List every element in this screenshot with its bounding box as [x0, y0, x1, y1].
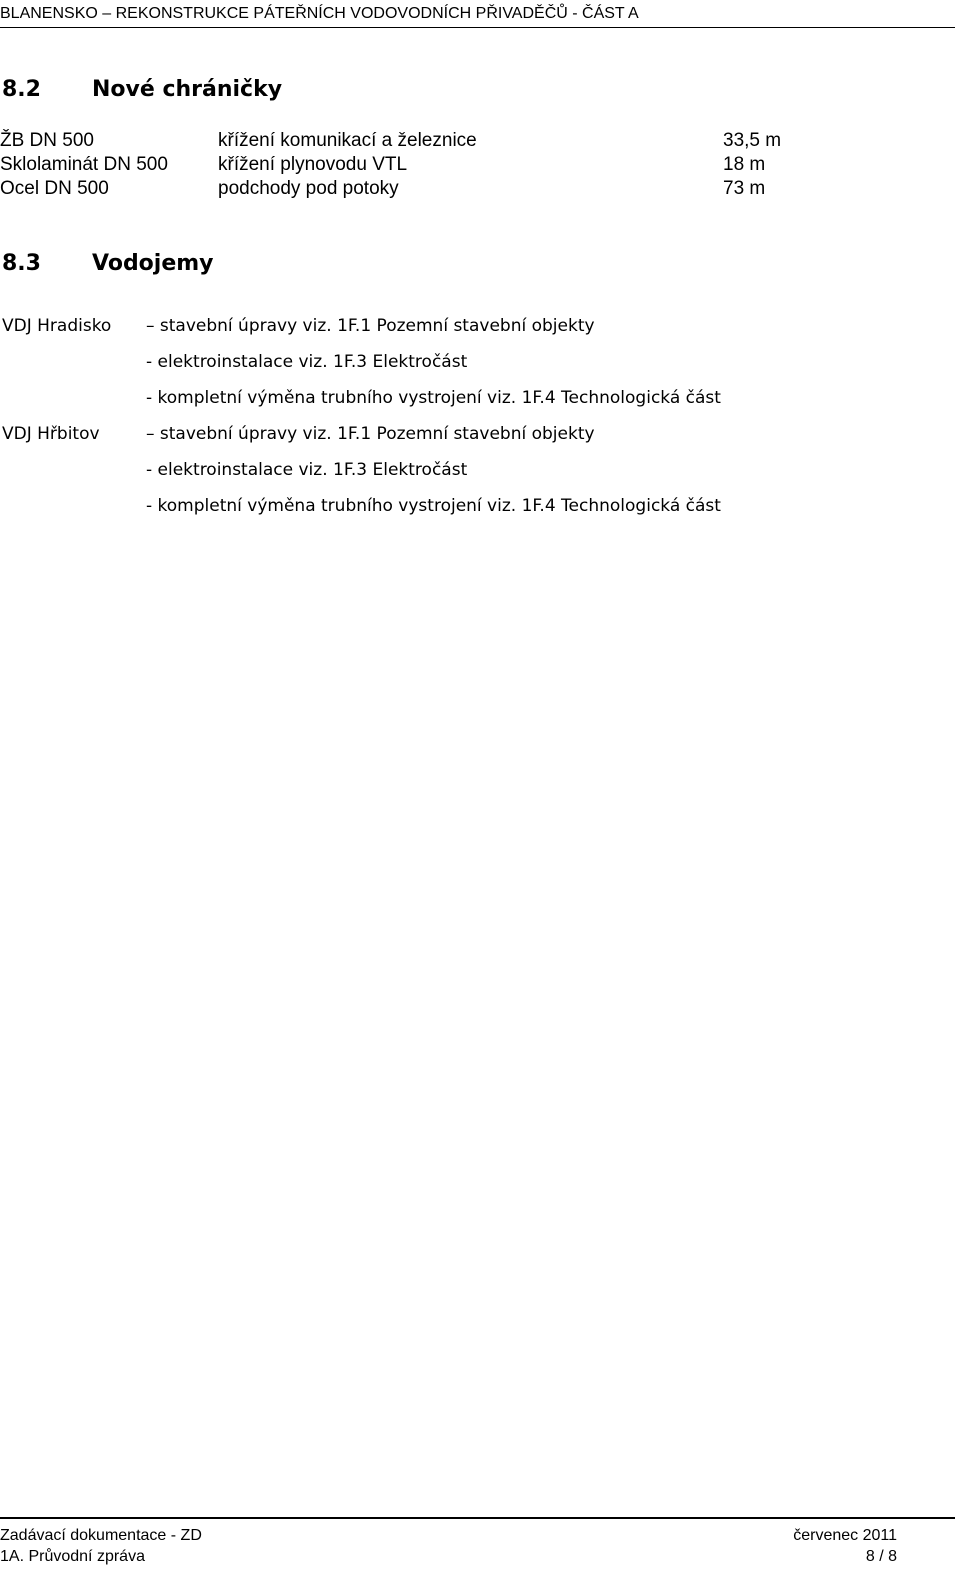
section-title: Nové chráničky — [92, 77, 283, 102]
reservoir-row — [0, 386, 955, 410]
reservoir-work-item: – stavební úpravy viz. 1F.1 Pozemní stavební objekty — [146, 316, 595, 336]
casing-row — [0, 129, 955, 153]
page-header: BLANENSKO – REKONSTRUKCE PÁTEŘNÍCH VODOVODNÍCH PŘIVADĚČŮ - ČÁST A — [0, 5, 639, 22]
casing-row — [0, 153, 955, 177]
reservoir-row — [0, 422, 955, 446]
casing-row — [0, 177, 955, 201]
section-number: 8.2 — [2, 77, 41, 102]
section-title: Vodojemy — [92, 251, 214, 276]
section-heading-8-3 — [2, 250, 214, 278]
reservoir-work-item: - kompletní výměna trubního vystrojení viz. 1F.4 Technologická část — [146, 388, 721, 408]
section-number: 8.3 — [2, 251, 41, 276]
casing-material: ŽB DN 500 — [0, 130, 94, 151]
footer-page-number: 8 / 8 — [865, 1548, 897, 1565]
footer-divider — [0, 1517, 955, 1519]
casing-length: 18 m — [723, 154, 766, 175]
casing-purpose: křížení komunikací a železnice — [218, 130, 477, 151]
footer-row — [0, 1547, 900, 1567]
footer-document-name: 1A. Průvodní zpráva — [0, 1548, 145, 1565]
reservoir-work-item: – stavební úpravy viz. 1F.1 Pozemní stavební objekty — [146, 424, 595, 444]
reservoir-name: VDJ Hradisko — [2, 316, 112, 336]
reservoir-row — [0, 458, 955, 482]
footer-date: červenec 2011 — [793, 1527, 897, 1544]
casing-length: 73 m — [723, 178, 766, 199]
reservoir-work-item: - elektroinstalace viz. 1F.3 Elektročást — [146, 460, 468, 480]
footer-row — [0, 1526, 900, 1546]
reservoir-row — [0, 494, 955, 518]
reservoir-work-item: - elektroinstalace viz. 1F.3 Elektročást — [146, 352, 468, 372]
section-heading-8-2 — [2, 76, 282, 104]
casing-purpose: křížení plynovodu VTL — [218, 154, 408, 175]
casing-purpose: podchody pod potoky — [218, 178, 399, 199]
reservoir-row — [0, 314, 955, 338]
reservoir-name: VDJ Hřbitov — [2, 424, 100, 444]
header-divider — [0, 27, 955, 28]
reservoir-work-item: - kompletní výměna trubního vystrojení viz. 1F.4 Technologická část — [146, 496, 721, 516]
footer-document-type: Zadávací dokumentace - ZD — [0, 1527, 202, 1544]
reservoir-row — [0, 350, 955, 374]
casing-material: Ocel DN 500 — [0, 178, 109, 199]
casing-length: 33,5 m — [723, 130, 782, 151]
casing-material: Sklolaminát DN 500 — [0, 154, 168, 175]
